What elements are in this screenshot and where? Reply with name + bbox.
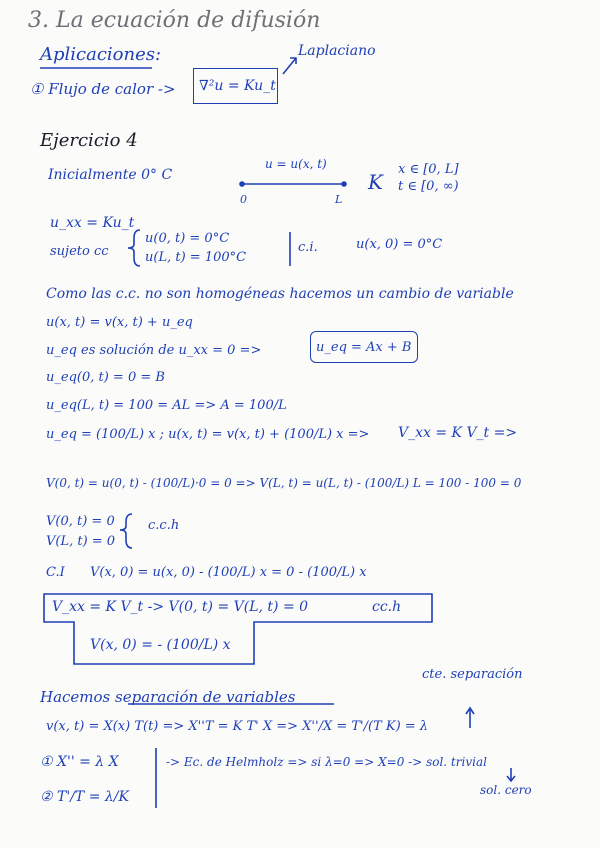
helmholtz-note: -> Ec. de Helmholz => si λ=0 => X=0 -> sol. trivial [166,755,487,769]
aplicaciones-heading: Aplicaciones: [40,44,162,65]
segment-left-label: 0 [240,193,247,206]
domain-x: x ∈ [0, L] [398,162,459,177]
change-variable: u(x, t) = v(x, t) + u_eq [46,315,193,330]
ci2-condition: V(x, 0) = u(x, 0) - (100/L) x = 0 - (100/L) x [90,565,367,580]
ci-condition: u(x, 0) = 0°C [356,237,443,252]
laplaciano-label: Laplaciano [298,43,376,59]
ci-label: c.i. [298,240,318,255]
lambda-arrow [466,708,474,728]
ci2-label: C.I [46,565,65,580]
ueq-at-zero: u_eq(0, t) = 0 = B [46,370,165,385]
ejercicio-heading: Ejercicio 4 [40,130,138,151]
sol-cero-arrow [507,768,515,781]
ueq-form: u_eq = Ax + B [316,340,412,355]
separation-line: v(x, t) = X(x) T(t) => X''T = K T' X => X''/X = T'/(T K) = λ [46,719,429,734]
v-zero-condition: V(0, t) = 0 [46,514,115,529]
box-line1: V_xx = K V_t -> V(0, t) = V(L, t) = 0 [52,599,309,615]
page-title: 3. La ecuación de difusión [28,8,321,33]
flujo-calor-item: ① Flujo de calor -> [30,80,176,98]
laplaciano-arrow [283,58,296,74]
hacemos-heading: Hacemos separación de variables [40,688,296,706]
k-symbol: K [368,170,383,194]
bc-bottom: u(L, t) = 100°C [145,250,247,265]
ueq-solution-text: u_eq es solución de u_xx = 0 => [46,343,262,358]
final-problem-box [44,594,432,664]
ueq-final: u_eq = (100/L) x ; u(x, t) = v(x, t) + (100/L) x => [46,427,370,442]
segment-right-label: L [335,193,343,206]
bc-brace [128,230,140,266]
eq1-helmholtz: ① X'' = λ X [40,754,119,770]
sol-cero: sol. cero [480,783,532,797]
segment-right-end [342,182,346,186]
vxx-equation: V_xx = K V_t => [398,425,518,441]
cte-separacion: cte. separación [422,667,523,682]
v-boundary-line: V(0, t) = u(0, t) - (100/L)·0 = 0 => V(L, t) = u(L, t) - (100/L) L = 100 - 100 = 0 [46,476,522,490]
u-def: u = u(x, t) [265,157,327,171]
segment-left-end [240,182,244,186]
v-L-condition: V(L, t) = 0 [46,534,116,549]
domain-t: t ∈ [0, ∞) [398,179,459,194]
sujeto-label: sujeto cc [50,244,109,259]
box-cch: cc.h [372,599,402,615]
v-bc-brace [120,514,132,548]
inicial-text: Inicialmente 0° C [48,167,173,183]
como-sentence: Como las c.c. no son homogéneas hacemos un cambio de variable [46,286,514,302]
bc-top: u(0, t) = 0°C [145,231,230,246]
eq2-time: ② T'/T = λ/K [40,789,129,805]
cch-label: c.c.h [148,518,180,533]
pde-equation: u_xx = Ku_t [50,215,135,231]
box-line2: V(x, 0) = - (100/L) x [90,637,231,653]
ueq-at-L: u_eq(L, t) = 100 = AL => A = 100/L [46,398,287,413]
heat-equation: ∇²u = Ku_t [199,78,276,94]
